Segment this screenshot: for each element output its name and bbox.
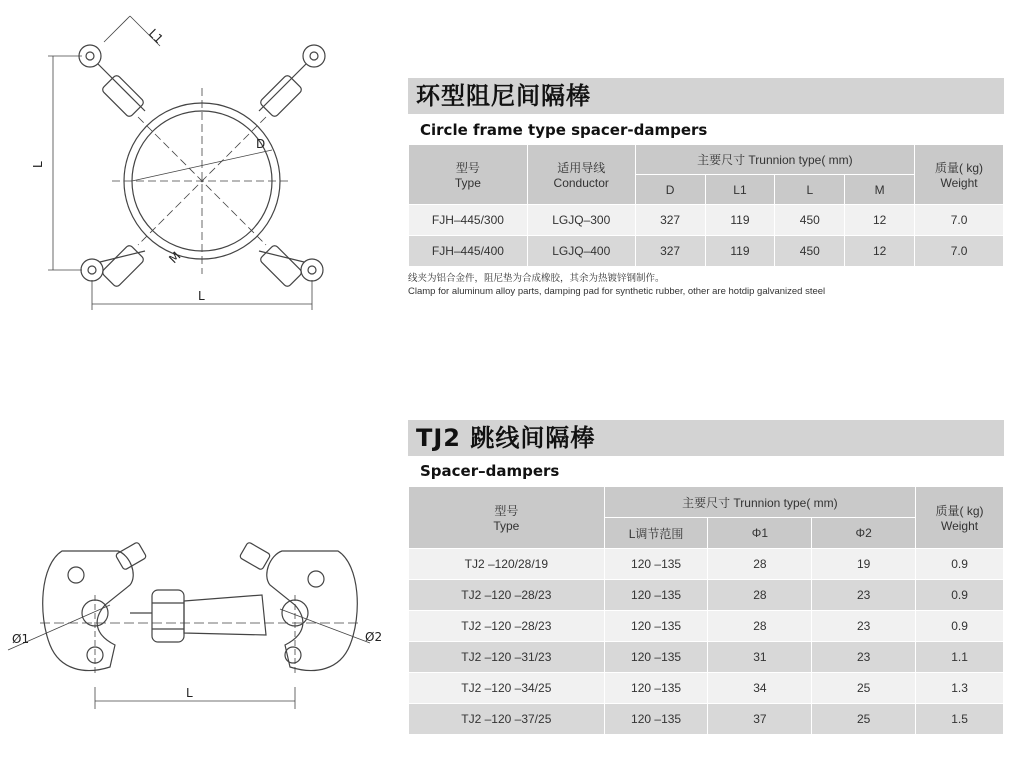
cell-m: 12 xyxy=(845,205,915,236)
cell-weight: 0.9 xyxy=(916,549,1004,580)
cell-type: TJ2 –120 –37/25 xyxy=(409,704,605,735)
cell-m: 12 xyxy=(845,236,915,267)
cell-phi1: 28 xyxy=(708,549,812,580)
arm-top-right xyxy=(259,45,325,118)
header-col-d: D xyxy=(635,175,705,205)
circle-frame-spacer-drawing xyxy=(20,8,360,318)
header-type: 型号 Type xyxy=(409,487,605,549)
cell-weight: 1.3 xyxy=(916,673,1004,704)
section2-title: TJ2 跳线间隔棒 xyxy=(408,420,1004,456)
header-dimensions: 主要尺寸 Trunnion type( mm) xyxy=(604,487,915,518)
cell-type: TJ2 –120 –34/25 xyxy=(409,673,605,704)
cell-weight: 7.0 xyxy=(915,236,1004,267)
dim-l-label: L xyxy=(186,686,193,700)
header-col-l1: L1 xyxy=(705,175,775,205)
table-row xyxy=(409,611,1004,642)
cell-phi2: 23 xyxy=(812,611,916,642)
section1-subtitle: Circle frame type spacer-dampers xyxy=(420,121,708,139)
cell-range: 120 –135 xyxy=(604,611,708,642)
cell-phi2: 23 xyxy=(812,580,916,611)
header-conductor: 适用导线 Conductor xyxy=(527,145,635,205)
header-col-m: M xyxy=(845,175,915,205)
header-weight: 质量( kg) Weight xyxy=(915,145,1004,205)
cell-l1: 119 xyxy=(705,205,775,236)
cell-weight: 1.5 xyxy=(916,704,1004,735)
cell-d: 327 xyxy=(635,236,705,267)
cell-conductor: LGJQ–400 xyxy=(527,236,635,267)
dim-d-label: D xyxy=(256,137,266,151)
note-english: Clamp for aluminum alloy parts, damping pad for synthetic rubber, other are hotdip galvanized steel xyxy=(408,286,826,297)
header-dimensions: 主要尺寸 Trunnion type( mm) xyxy=(635,145,914,175)
arm-bottom-right xyxy=(259,244,323,288)
header-col-phi1: Φ1 xyxy=(708,518,812,549)
cell-range: 120 –135 xyxy=(604,580,708,611)
header-col-range: L调节范围 xyxy=(604,518,708,549)
arm-top-left xyxy=(79,45,145,118)
cell-phi1: 34 xyxy=(708,673,812,704)
cell-type: TJ2 –120/28/19 xyxy=(409,549,605,580)
table-row xyxy=(409,704,1004,735)
dim-l1-label: L1 xyxy=(145,26,166,47)
cell-type: FJH–445/400 xyxy=(409,236,528,267)
header-weight: 质量( kg) Weight xyxy=(916,487,1004,549)
cell-phi1: 31 xyxy=(708,642,812,673)
cell-type: TJ2 –120 –31/23 xyxy=(409,642,605,673)
cell-range: 120 –135 xyxy=(604,642,708,673)
cell-l: 450 xyxy=(775,236,845,267)
table-row xyxy=(409,236,1004,267)
cell-range: 120 –135 xyxy=(604,704,708,735)
cell-weight: 0.9 xyxy=(916,580,1004,611)
cell-l1: 119 xyxy=(705,236,775,267)
cell-phi1: 37 xyxy=(708,704,812,735)
dim-phi2-label: Ø2 xyxy=(365,630,383,644)
table-row xyxy=(409,205,1004,236)
cell-phi2: 25 xyxy=(812,673,916,704)
table-row xyxy=(409,580,1004,611)
section1-title: 环型阻尼间隔棒 xyxy=(408,78,1004,114)
cell-phi2: 19 xyxy=(812,549,916,580)
cell-weight: 7.0 xyxy=(915,205,1004,236)
tj2-spacer-drawing xyxy=(0,525,400,715)
cell-range: 120 –135 xyxy=(604,549,708,580)
cell-weight: 0.9 xyxy=(916,611,1004,642)
cell-d: 327 xyxy=(635,205,705,236)
cell-weight: 1.1 xyxy=(916,642,1004,673)
cell-range: 120 –135 xyxy=(604,673,708,704)
cell-phi2: 25 xyxy=(812,704,916,735)
section1-note xyxy=(408,272,825,298)
cell-phi1: 28 xyxy=(708,611,812,642)
header-col-l: L xyxy=(775,175,845,205)
table-row xyxy=(409,549,1004,580)
cell-type: TJ2 –120 –28/23 xyxy=(409,611,605,642)
header-col-phi2: Φ2 xyxy=(812,518,916,549)
dim-l-horizontal-label: L xyxy=(198,289,205,303)
cell-phi2: 23 xyxy=(812,642,916,673)
section2-subtitle: Spacer–dampers xyxy=(420,462,560,480)
section2-spec-table xyxy=(408,486,1004,735)
dim-l-vertical-label: L xyxy=(31,161,45,168)
table-row xyxy=(409,642,1004,673)
cell-type: FJH–445/300 xyxy=(409,205,528,236)
cell-l: 450 xyxy=(775,205,845,236)
cell-conductor: LGJQ–300 xyxy=(527,205,635,236)
header-type: 型号 Type xyxy=(409,145,528,205)
table-row xyxy=(409,673,1004,704)
section1-spec-table xyxy=(408,144,1004,267)
dim-phi1-label: Ø1 xyxy=(12,632,30,646)
cell-phi1: 28 xyxy=(708,580,812,611)
cell-type: TJ2 –120 –28/23 xyxy=(409,580,605,611)
dim-m-label: M xyxy=(166,248,184,267)
note-chinese: 线夹为铝合金件，阻尼垫为合成橡胶，其余为热镀锌钢制作。 xyxy=(408,273,665,284)
arm-bottom-left xyxy=(81,244,145,288)
